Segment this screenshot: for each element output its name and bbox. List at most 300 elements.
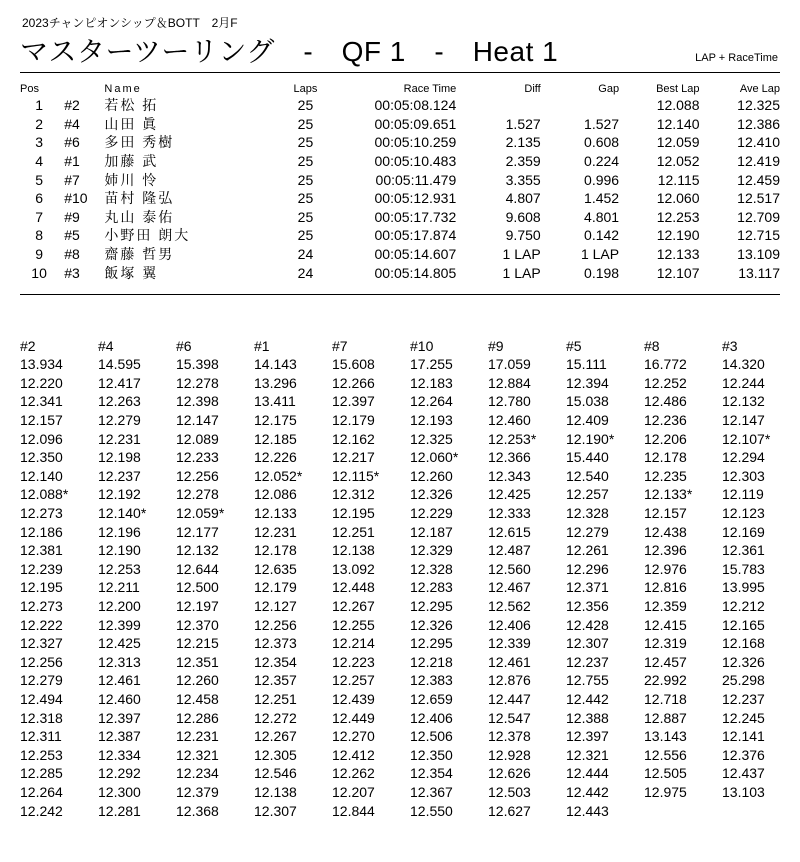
lap-row [20, 392, 800, 411]
lap-time-cell: 12.294 [722, 449, 765, 466]
lap-row [20, 485, 800, 504]
lap-row [20, 597, 800, 616]
lap-time-cell: 12.278 [176, 486, 219, 503]
lap-time-cell: 12.175 [254, 412, 297, 429]
lap-time-cell: 12.256 [254, 616, 297, 633]
lap-time-cell: 12.187 [410, 523, 453, 540]
lap-time-cell: 12.266 [332, 374, 375, 391]
diff-cell: 1.527 [505, 115, 541, 132]
driver-name-cell: 若松 拓 [104, 97, 159, 114]
lap-row [20, 448, 800, 467]
lap-time-cell: 12.252 [644, 374, 687, 391]
car-number-cell: #10 [64, 190, 88, 207]
laps-cell: 25 [297, 171, 314, 188]
lap-time-cell: 12.318 [20, 709, 63, 726]
lap-time-cell: 12.273 [20, 598, 63, 615]
lap-time-cell: 12.255 [332, 616, 375, 633]
lap-time-cell: 12.207 [332, 783, 375, 800]
laps-cell: 25 [297, 134, 314, 151]
lap-column-header: #2 [20, 338, 36, 354]
lap-time-cell: 12.190* [566, 430, 615, 447]
lap-row [20, 690, 800, 709]
lap-time-cell: 12.626 [488, 765, 531, 782]
lap-time-cell: 12.755 [566, 672, 609, 689]
lap-time-cell: 12.505 [644, 765, 687, 782]
result-row [20, 245, 780, 264]
lap-time-cell: 12.816 [644, 579, 687, 596]
lap-time-cell: 12.780 [488, 393, 531, 410]
lap-time-cell: 12.233 [176, 449, 219, 466]
lap-time-cell: 12.123 [722, 505, 765, 522]
lap-time-cell: 12.229 [410, 505, 453, 522]
lap-time-cell: 12.312 [332, 486, 375, 503]
diff-cell: 2.135 [505, 134, 541, 151]
ave-lap-cell: 12.715 [737, 227, 780, 244]
lap-time-cell: 12.253 [20, 746, 63, 763]
lap-time-cell: 12.343 [488, 467, 531, 484]
lap-time-cell: 12.396 [644, 542, 687, 559]
lap-row [20, 801, 800, 820]
lap-time-cell: 12.165 [722, 616, 765, 633]
lap-time-cell: 12.876 [488, 672, 531, 689]
lap-time-cell: 12.326 [410, 616, 453, 633]
lap-time-cell: 12.127 [254, 598, 297, 615]
lap-time-cell: 12.183 [410, 374, 453, 391]
lap-time-cell: 12.147 [722, 412, 765, 429]
lap-time-cell: 12.211 [98, 579, 140, 596]
lap-time-cell: 12.295 [410, 635, 453, 652]
lap-time-cell: 12.132 [722, 393, 765, 410]
lap-time-cell: 12.494 [20, 690, 63, 707]
result-row [20, 170, 780, 189]
lap-time-cell: 12.295 [410, 598, 453, 615]
col-laps: Laps [293, 83, 318, 95]
lap-time-cell: 12.442 [566, 690, 609, 707]
lap-times-table [20, 337, 800, 820]
lap-time-cell: 12.251 [332, 523, 375, 540]
lap-time-cell: 12.195 [20, 579, 63, 596]
lap-time-cell: 12.086 [254, 486, 297, 503]
lap-time-cell: 12.286 [176, 709, 219, 726]
lap-time-cell [644, 801, 722, 820]
page-title: マスターツーリング - QF 1 - Heat 1 [20, 36, 559, 67]
driver-name-cell: 加藤 武 [104, 153, 159, 170]
lap-time-cell: 12.260 [410, 467, 453, 484]
lap-time-cell: 12.398 [176, 393, 219, 410]
result-row [20, 152, 780, 171]
lap-time-cell: 12.460 [488, 412, 531, 429]
lap-time-cell: 12.133* [644, 486, 693, 503]
lap-time-cell: 12.409 [566, 412, 609, 429]
lap-time-cell: 22.992 [644, 672, 687, 689]
lap-column-header: #8 [644, 338, 660, 354]
lap-time-cell: 12.547 [488, 709, 531, 726]
lap-time-cell: 12.245 [722, 709, 765, 726]
lap-time-cell: 12.439 [332, 690, 375, 707]
diff-cell [456, 96, 540, 115]
lap-time-cell: 12.443 [566, 802, 609, 819]
pos-cell: 10 [31, 264, 47, 281]
lap-time-cell: 12.215 [176, 635, 219, 652]
lap-time-cell [722, 801, 800, 820]
ave-lap-cell: 13.117 [738, 264, 780, 281]
lap-time-cell: 12.223 [332, 653, 375, 670]
lap-time-cell: 12.278 [176, 374, 219, 391]
lap-row [20, 429, 800, 448]
lap-time-cell: 12.659 [410, 690, 453, 707]
lap-time-cell: 12.231 [98, 430, 141, 447]
lap-time-cell: 16.772 [644, 356, 687, 373]
lap-time-cell: 12.169 [722, 523, 765, 540]
lap-time-cell: 12.237 [566, 653, 609, 670]
lap-time-cell: 12.487 [488, 542, 531, 559]
lap-time-cell: 12.264 [20, 783, 63, 800]
lap-time-cell: 12.540 [566, 467, 609, 484]
race-time-cell: 00:05:09.651 [374, 115, 457, 132]
lap-time-cell: 12.644 [176, 560, 219, 577]
lap-time-cell: 12.251 [254, 690, 297, 707]
lap-time-cell: 12.231 [254, 523, 297, 540]
lap-time-cell: 12.339 [488, 635, 531, 652]
lap-time-cell: 15.608 [332, 356, 375, 373]
diff-cell: 1 LAP [502, 264, 541, 281]
lap-time-cell: 12.397 [98, 709, 141, 726]
lap-time-cell: 12.178 [254, 542, 297, 559]
report-mode-label: LAP + RaceTime [695, 52, 778, 64]
driver-name-cell: 山田 眞 [104, 115, 159, 132]
car-number-cell: #2 [64, 97, 80, 114]
lap-time-cell: 12.635 [254, 560, 297, 577]
results-header-row [20, 82, 780, 96]
lap-time-cell: 12.884 [488, 374, 531, 391]
race-time-cell: 00:05:17.874 [374, 227, 457, 244]
lap-time-cell: 12.267 [332, 598, 375, 615]
lap-time-cell: 12.383 [410, 672, 453, 689]
lap-time-cell: 12.138 [332, 542, 375, 559]
lap-row [20, 504, 800, 523]
lap-time-cell: 12.928 [488, 746, 531, 763]
result-row [20, 189, 780, 208]
best-lap-cell: 12.107 [656, 264, 700, 281]
lap-time-cell: 12.115* [332, 467, 380, 484]
lap-time-cell: 12.300 [98, 783, 141, 800]
gap-cell: 0.198 [584, 264, 620, 281]
lap-column-header: #9 [488, 338, 504, 354]
lap-time-cell: 12.267 [254, 728, 297, 745]
lap-time-cell: 12.425 [488, 486, 531, 503]
laps-cell: 25 [297, 227, 314, 244]
lap-time-cell: 12.234 [176, 765, 219, 782]
car-number-cell: #1 [64, 153, 80, 170]
lap-time-cell: 12.444 [566, 765, 609, 782]
lap-header-row [20, 337, 800, 355]
lap-time-cell: 12.177 [176, 523, 219, 540]
lap-time-cell: 12.448 [332, 579, 375, 596]
lap-time-cell: 12.461 [488, 653, 531, 670]
gap-cell: 4.801 [584, 208, 620, 225]
lap-time-cell: 12.556 [644, 746, 687, 763]
lap-time-cell: 13.143 [644, 728, 687, 745]
race-time-cell: 00:05:08.124 [374, 97, 457, 114]
lap-time-cell: 12.975 [644, 783, 687, 800]
lap-time-cell: 12.351 [176, 653, 219, 670]
lap-time-cell: 12.303 [722, 467, 765, 484]
lap-time-cell: 12.428 [566, 616, 609, 633]
lap-time-cell: 12.425 [98, 635, 141, 652]
ave-lap-cell: 13.109 [737, 246, 780, 263]
pos-cell: 7 [35, 208, 43, 225]
lap-time-cell: 12.088* [20, 486, 69, 503]
lap-time-cell: 12.350 [410, 746, 453, 763]
lap-time-cell: 12.321 [566, 746, 609, 763]
lap-time-cell: 12.397 [332, 393, 375, 410]
lap-time-cell: 12.237 [722, 690, 765, 707]
best-lap-cell: 12.253 [656, 208, 700, 225]
lap-time-cell: 12.279 [20, 672, 63, 689]
lap-time-cell: 12.186 [20, 523, 63, 540]
lap-time-cell: 12.328 [410, 560, 453, 577]
lap-time-cell: 12.059* [176, 505, 225, 522]
lap-time-cell: 12.292 [98, 765, 141, 782]
lap-row [20, 578, 800, 597]
gap-cell: 1.452 [584, 190, 620, 207]
col-name: Name [104, 83, 142, 95]
race-time-cell: 00:05:12.931 [374, 190, 457, 207]
lap-time-cell: 12.376 [722, 746, 765, 763]
pos-cell: 9 [35, 246, 43, 263]
lap-time-cell: 12.195 [332, 505, 375, 522]
lap-time-cell: 12.615 [488, 523, 531, 540]
lap-time-cell: 12.133 [254, 505, 297, 522]
lap-time-cell: 13.411 [254, 393, 296, 410]
lap-time-cell: 12.718 [644, 690, 687, 707]
race-time-cell: 00:05:14.607 [374, 246, 457, 263]
lap-time-cell: 12.193 [410, 412, 453, 429]
pos-cell: 8 [35, 227, 43, 244]
lap-time-cell: 12.373 [254, 635, 297, 652]
driver-name-cell: 小野田 朗大 [104, 227, 191, 244]
lap-row [20, 374, 800, 393]
lap-time-cell: 12.220 [20, 374, 63, 391]
laps-cell: 25 [297, 153, 314, 170]
lap-time-cell: 12.371 [566, 579, 609, 596]
race-time-cell: 00:05:17.732 [374, 208, 457, 225]
lap-time-cell: 12.179 [254, 579, 297, 596]
lap-time-cell: 12.486 [644, 393, 687, 410]
lap-time-cell: 12.378 [488, 728, 531, 745]
lap-time-cell: 12.305 [254, 746, 297, 763]
gap-cell: 1 LAP [580, 246, 620, 263]
lap-time-cell: 12.257 [566, 486, 609, 503]
laps-cell: 25 [297, 190, 314, 207]
lap-time-cell: 12.442 [566, 783, 609, 800]
lap-time-cell: 12.562 [488, 598, 531, 615]
lap-time-cell: 14.143 [254, 356, 297, 373]
lap-time-cell: 12.333 [488, 505, 531, 522]
lap-column-header: #7 [332, 338, 348, 354]
pos-cell: 3 [35, 134, 43, 151]
lap-time-cell: 12.458 [176, 690, 219, 707]
lap-time-cell: 12.976 [644, 560, 687, 577]
lap-time-cell: 12.192 [98, 486, 141, 503]
lap-time-cell: 12.218 [410, 653, 453, 670]
lap-time-cell: 12.327 [20, 635, 63, 652]
best-lap-cell: 12.115 [657, 171, 700, 188]
lap-time-cell: 12.272 [254, 709, 297, 726]
lap-time-cell: 12.263 [98, 393, 141, 410]
lap-time-cell: 12.461 [98, 672, 141, 689]
lap-time-cell: 12.239 [20, 560, 63, 577]
lap-row [20, 615, 800, 634]
lap-time-cell: 12.060* [410, 449, 459, 466]
lap-time-cell: 12.052* [254, 467, 303, 484]
lap-time-cell: 12.379 [176, 783, 219, 800]
lap-time-cell: 12.844 [332, 802, 375, 819]
lap-time-cell: 12.256 [176, 467, 219, 484]
lap-row [20, 467, 800, 486]
lap-time-cell: 12.412 [332, 746, 375, 763]
lap-time-cell: 12.415 [644, 616, 687, 633]
col-pos: Pos [20, 83, 39, 95]
header-divider [20, 72, 780, 73]
result-row [20, 263, 780, 282]
ave-lap-cell: 12.709 [737, 208, 780, 225]
lap-row [20, 745, 800, 764]
ave-lap-cell: 12.325 [737, 97, 780, 114]
lap-time-cell: 12.366 [488, 449, 531, 466]
lap-time-cell: 12.179 [332, 412, 375, 429]
lap-time-cell: 12.437 [722, 765, 765, 782]
lap-time-cell: 12.467 [488, 579, 531, 596]
lap-time-cell: 12.283 [410, 579, 453, 596]
lap-time-cell: 12.119 [722, 486, 764, 503]
lap-time-cell: 12.326 [722, 653, 765, 670]
lap-time-cell: 12.438 [644, 523, 687, 540]
lap-time-cell: 12.307 [254, 802, 297, 819]
lap-time-cell: 14.320 [722, 356, 765, 373]
lap-time-cell: 12.279 [98, 412, 141, 429]
best-lap-cell: 12.059 [656, 134, 700, 151]
lap-time-cell: 12.226 [254, 449, 297, 466]
race-time-cell: 00:05:11.479 [375, 171, 457, 188]
lap-time-cell: 12.406 [410, 709, 453, 726]
laps-cell: 25 [297, 97, 314, 114]
result-row [20, 226, 780, 245]
lap-time-cell: 12.627 [488, 802, 531, 819]
lap-time-cell: 12.190 [98, 542, 141, 559]
lap-time-cell: 12.157 [644, 505, 687, 522]
gap-cell: 1.527 [584, 115, 620, 132]
lap-time-cell: 12.222 [20, 616, 63, 633]
lap-row [20, 671, 800, 690]
lap-time-cell: 12.206 [644, 430, 687, 447]
lap-row [20, 708, 800, 727]
race-time-cell: 00:05:10.483 [374, 153, 457, 170]
lap-time-cell: 12.361 [722, 542, 765, 559]
col-number [58, 82, 104, 96]
lap-time-cell: 14.595 [98, 356, 141, 373]
laps-cell: 25 [297, 208, 314, 225]
lap-time-cell: 12.237 [98, 467, 141, 484]
car-number-cell: #6 [64, 134, 80, 151]
results-table [20, 82, 780, 282]
lap-time-cell: 12.279 [566, 523, 609, 540]
lap-time-cell: 12.325 [410, 430, 453, 447]
diff-cell: 1 LAP [502, 246, 541, 263]
lap-time-cell: 12.256 [20, 653, 63, 670]
driver-name-cell: 齋藤 哲男 [104, 246, 175, 263]
lap-time-cell: 12.260 [176, 672, 219, 689]
lap-row [20, 653, 800, 672]
lap-row [20, 560, 800, 579]
lap-time-cell: 12.387 [98, 728, 141, 745]
best-lap-cell: 12.140 [656, 115, 700, 132]
ave-lap-cell: 12.459 [737, 171, 780, 188]
race-time-cell: 00:05:10.259 [374, 134, 457, 151]
lap-time-cell: 12.307 [566, 635, 609, 652]
lap-time-cell: 12.319 [644, 635, 687, 652]
lap-time-cell: 12.550 [410, 802, 453, 819]
lap-time-cell: 12.214 [332, 635, 375, 652]
pos-cell: 1 [35, 97, 43, 114]
lap-row [20, 522, 800, 541]
lap-time-cell: 12.359 [644, 598, 687, 615]
lap-time-cell: 12.370 [176, 616, 219, 633]
diff-cell: 9.750 [505, 227, 541, 244]
lap-time-cell: 15.440 [566, 449, 609, 466]
lap-column-header: #4 [98, 338, 114, 354]
laps-cell: 24 [297, 246, 314, 263]
col-race-time: Race Time [403, 83, 457, 95]
result-row [20, 133, 780, 152]
lap-time-cell: 12.397 [566, 728, 609, 745]
best-lap-cell: 12.190 [656, 227, 700, 244]
lap-time-cell: 15.398 [176, 356, 219, 373]
lap-time-cell: 12.253* [488, 430, 537, 447]
lap-time-cell: 12.217 [332, 449, 375, 466]
lap-time-cell: 12.354 [410, 765, 453, 782]
best-lap-cell: 12.052 [656, 153, 700, 170]
lap-time-cell: 12.261 [566, 542, 609, 559]
lap-time-cell: 12.381 [20, 542, 63, 559]
car-number-cell: #3 [64, 264, 80, 281]
lap-time-cell: 12.457 [644, 653, 687, 670]
lap-time-cell: 13.995 [722, 579, 765, 596]
lap-time-cell: 12.356 [566, 598, 609, 615]
lap-time-cell: 12.264 [410, 393, 453, 410]
lap-time-cell: 12.503 [488, 783, 531, 800]
ave-lap-cell: 12.517 [737, 190, 780, 207]
race-time-cell: 00:05:14.805 [374, 264, 457, 281]
pos-cell: 6 [35, 190, 43, 207]
lap-time-cell: 12.236 [644, 412, 687, 429]
best-lap-cell: 12.060 [656, 190, 700, 207]
lap-time-cell: 12.354 [254, 653, 297, 670]
lap-row [20, 411, 800, 430]
lap-row [20, 634, 800, 653]
lap-time-cell: 12.253 [98, 560, 141, 577]
lap-time-cell: 12.185 [254, 430, 297, 447]
lap-time-cell: 12.887 [644, 709, 687, 726]
diff-cell: 9.608 [505, 208, 541, 225]
lap-time-cell: 12.417 [98, 374, 141, 391]
lap-time-cell: 12.198 [98, 449, 141, 466]
car-number-cell: #4 [64, 115, 80, 132]
col-best-lap: Best Lap [656, 83, 700, 95]
diff-cell: 3.355 [505, 171, 541, 188]
lap-time-cell: 12.506 [410, 728, 453, 745]
lap-time-cell: 12.281 [98, 802, 141, 819]
